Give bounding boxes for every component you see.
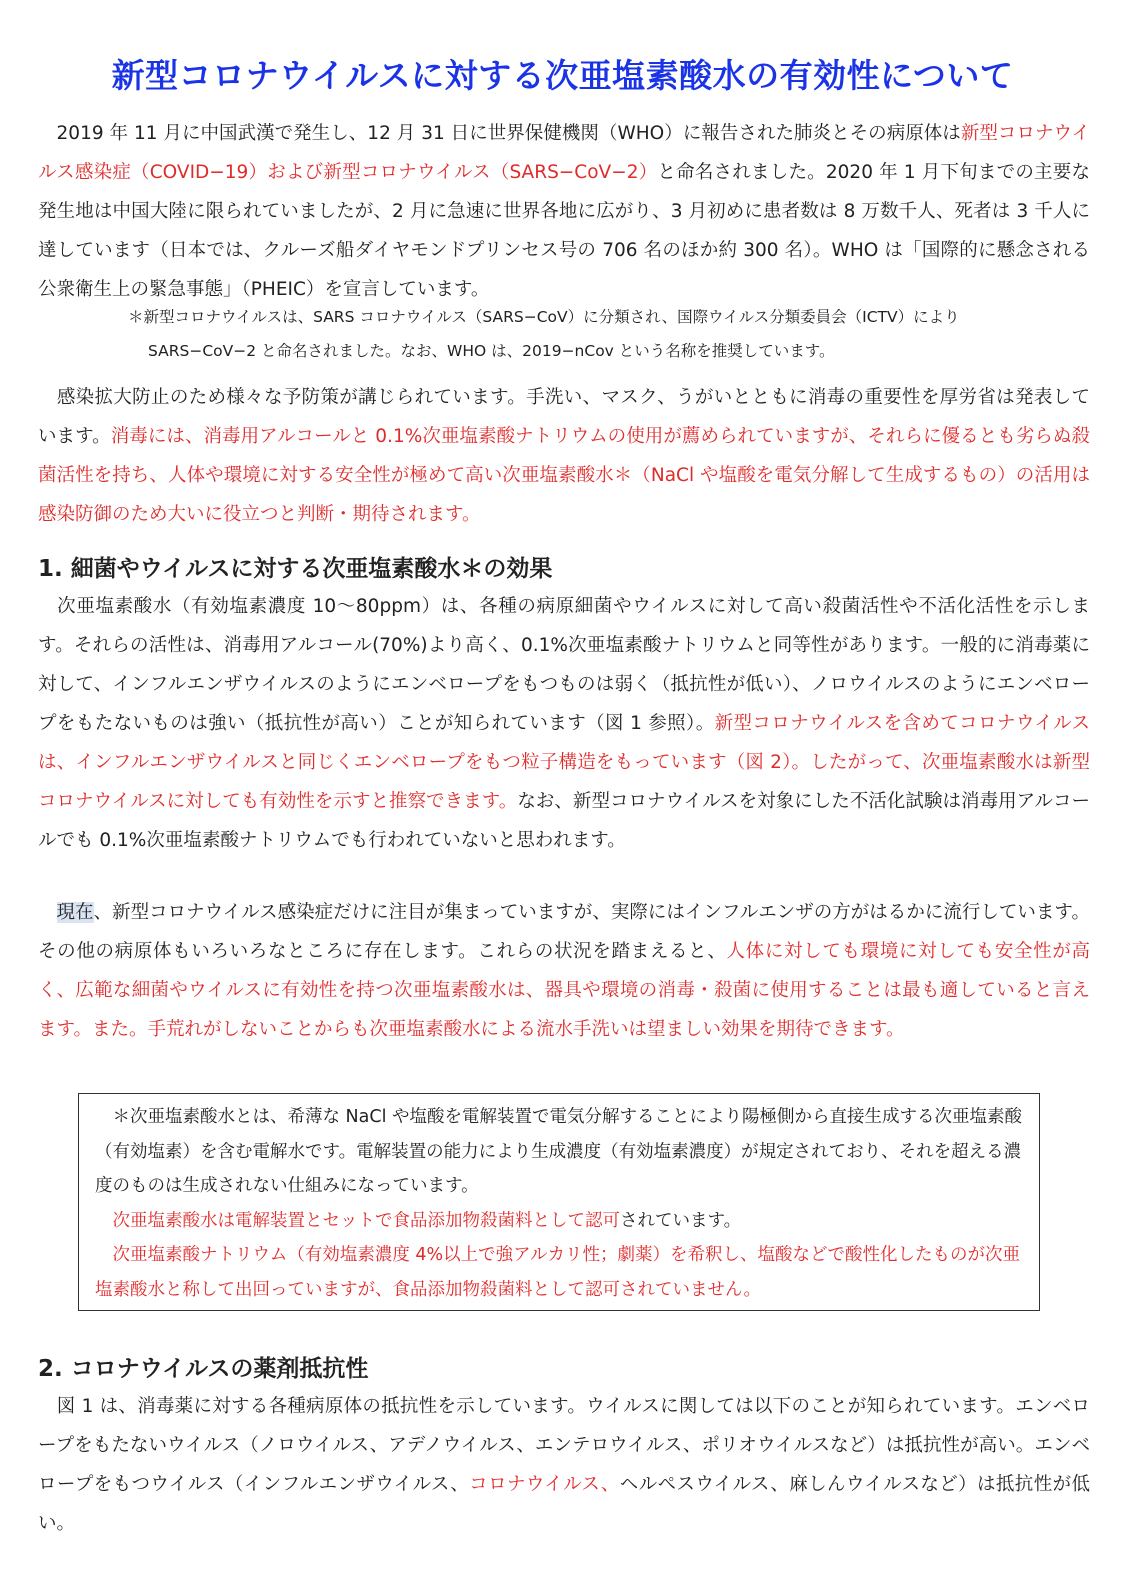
warning-text: 次亜塩素酸ナトリウム（有効塩素濃度 4%以上で強アルカリ性；劇薬）を希釈し、塩酸などで酸性化したものが次亜塩素酸水と称して出回っていますが、食品添加物殺菌料として認可されていません。 [95, 1245, 1020, 1300]
current-text-highlight: 人体に対しても環境に対しても安全性が高く、広範な細菌やウイルスに有効性を持つ次亜塩素酸水は、器具や環境の消毒・殺菌に使用することは最も適していると言えます。また。手荒れがしないことからも次亜塩素酸水による流水手洗いは望ましい効果を期待できます。 [38, 941, 1090, 1040]
section-1-text-c: なお、新型コロナウイルスを対象にした不活化試験は消毒用アルコールでも 0.1%次亜塩素酸ナトリウムでも行われていないと思われます。 [38, 791, 1090, 851]
intro-text-a: 2019 年 11 月に中国武漢で発生し、12 月 31 日に世界保健機関（WHO）に報告された肺炎とその病原体は [38, 123, 961, 144]
section-1-heading: 1. 細菌やウイルスに対する次亜塩素酸水＊の効果 [38, 556, 553, 582]
section-1-text-highlight: 新型コロナウイルスを含めてコロナウイルスは、インフルエンザウイルスと同じくエンベロープをもつ粒子構造をもっています（図 2）。したがって、次亜塩素酸水は新型コロナウイルスに対しても有効性を示すと推察できます。 [38, 713, 1090, 812]
definition-text: ＊次亜塩素酸水とは、希薄な NaCl や塩酸を電解装置で電気分解することにより陽極側から直接生成する次亜塩素酸（有効塩素）を含む電解水です。電解装置の能力により生成濃度（有効塩素濃度）が規定されており、それを超える濃度のものは生成されない仕組みになっています。 [95, 1107, 1023, 1196]
section-2-text-a: 図 1 は、消毒薬に対する各種病原体の抵抗性を示しています。ウイルスに関しては以下のことが知られています。エンベロープをもたないウイルス（ノロウイルス、アデノウイルス、エンテロウイルス、ポリオウイルスなど）は抵抗性が高い。エンベロープをもつウイルス（インフルエンザウイルス、 [38, 1396, 1090, 1495]
approval-line [95, 1204, 1025, 1239]
section-2-paragraph [38, 1387, 1090, 1543]
approval-text-rest: されています。 [620, 1210, 742, 1231]
current-situation-paragraph [38, 893, 1090, 1049]
footnote [128, 300, 1078, 368]
section-2-text-highlight: コロナウイルス、 [469, 1474, 620, 1495]
prevention-text-a: 感染拡大防止のため様々な予防策が講じられています。手洗い、マスク、うがいとともに消毒の重要性を厚労省は発表しています。 [38, 387, 1090, 447]
current-text-a: 、新型コロナウイルス感染症だけに注目が集まっていますが、実際にはインフルエンザの方がはるかに流行しています。その他の病原体もいろいろなところに存在します。これらの状況を踏まえると、 [38, 902, 1090, 962]
section-1-paragraph [38, 587, 1090, 860]
approval-text-highlight: 次亜塩素酸水は電解装置とセットで食品添加物殺菌料として認可 [95, 1210, 620, 1231]
highlighted-word: 現在 [56, 902, 94, 923]
prevention-text-highlight: 消毒には、消毒用アルコールと 0.1%次亜塩素酸ナトリウムの使用が薦められていますが、それらに優るとも劣らぬ殺菌活性を持ち、人体や環境に対する安全性が極めて高い次亜塩素酸水＊（NaCl や塩酸を電気分解して生成するもの）の活用は感染防御のため大いに役立つと判断・期待されます。 [38, 426, 1090, 525]
intro-text-c: と命名されました。2020 年 1 月下旬までの主要な発生地は中国大陸に限られていましたが、2 月に急速に世界各地に広がり、3 月初めに患者数は 8 万数千人、死者は 3 千人に達しています（日本では、クルーズ船ダイヤモンドプリンセス号の 706 名のほか約 300 名）。WHO は「国際的に懸念される公衆衛生上の緊急事態」（PHEIC）を宣言しています。 [38, 162, 1090, 300]
footnote-line-2: SARS−CoV−2 と命名されました。なお、WHO は、2019−nCov という名称を推奨しています。 [148, 342, 835, 360]
prevention-paragraph [38, 378, 1090, 534]
intro-paragraph [38, 114, 1090, 309]
footnote-line-1: ＊新型コロナウイルスは、SARS コロナウイルス（SARS−CoV）に分類され、国際ウイルス分類委員会（ICTV）により [128, 308, 960, 326]
intro-text-highlight: 新型コロナウイルス感染症（COVID−19）および新型コロナウイルス（SARS−CoV−2） [38, 123, 1090, 183]
section-2-heading: 2. コロナウイルスの薬剤抵抗性 [38, 1356, 369, 1382]
page-title: 新型コロナウイルスに対する次亜塩素酸水の有効性について [111, 56, 1014, 95]
section-2-text-c: ヘルペスウイルス、麻しんウイルスなど）は抵抗性が低い。 [38, 1474, 1090, 1534]
section-1-text-a: 次亜塩素酸水（有効塩素濃度 10～80ppm）は、各種の病原細菌やウイルスに対して高い殺菌活性や不活化活性を示します。それらの活性は、消毒用アルコール(70%)より高く、0.1%次亜塩素酸ナトリウムと同等性があります。一般的に消毒薬に対して、インフルエンザウイルスのようにエンベロープをもつものは弱く（抵抗性が低い）、ノロウイルスのようにエンベロープをもたないものは強い（抵抗性が高い）ことが知られています（図 1 参照）。 [38, 596, 1090, 734]
definition-box [78, 1093, 1040, 1311]
